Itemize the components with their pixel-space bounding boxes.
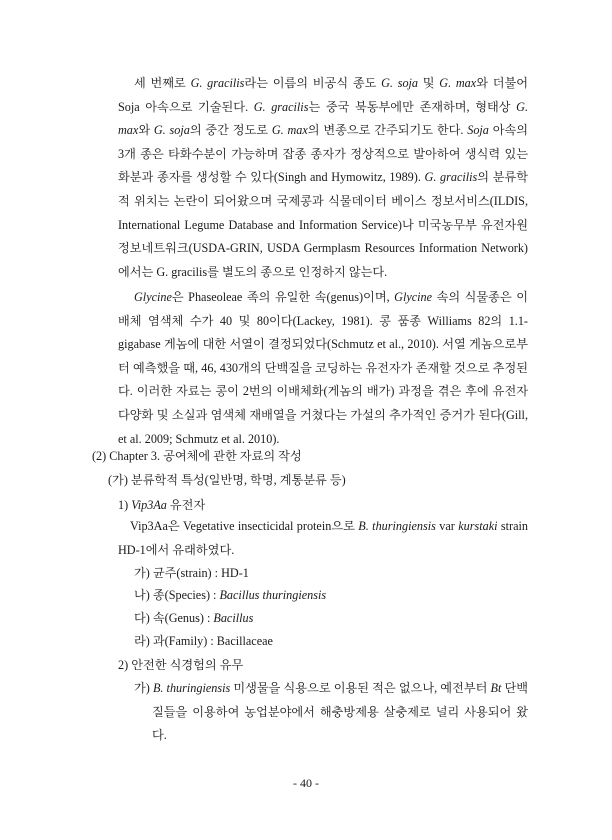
italic-term: G. soja [381, 76, 419, 90]
text-run: 의 분류학적 위치는 논란이 되어왔으며 국제콩과 식물데이터 베이스 정보서비스(ILDIS, International Legume Database and Information Service)나 미국농무부 유전자원정보네트워크(USDA-GRIN, USDA Germplasm Resources Information Network)에서는 G. gracilis를 별도의 종으로 인정하지 않는다. [118, 170, 529, 279]
body-paragraph [118, 515, 528, 562]
food-history-paragraph [118, 677, 528, 748]
text-run: 단백질들을 이용하여 농업분야에서 해충방제용 살충제로 널리 사용되어 왔다. [152, 681, 528, 743]
text-run: 의 변종으로 간주되기도 한다. [307, 123, 468, 138]
text-run: 는 중국 북동부에만 존재하며, 형태상 [308, 99, 517, 114]
text-run: 속의 식물종은 이배체 염색체 수가 40 및 80이다(Lackey, 1981). 콩 품종 Williams 82의 1.1-gigabase 게놈에 대한 서열이 결정되었다(Schmutz et al., 2010). 서열 게놈으로부터 예측했을 때, 46, 430개의 단백질을 코딩하는 유전자가 존재할 것으로 추정된다. 이러한 자료는 콩이 2번의 이배체화(게놈의 배가) 과정을 겪은 후에 유전자 다양화 및 소실과 염색체 재배열을 거쳤다는 가설의 추가적인 증거가 된다(Gill, et al. 2009; Schmutz et al. 2010). [118, 290, 528, 446]
section-heading-taxonomy: (가) 분류학적 특성(일반명, 학명, 계통분류 등) [108, 473, 346, 487]
italic-term: B. thuringiensis [152, 681, 231, 695]
heading-prefix: 1) [118, 498, 132, 512]
italic-term: Glycine [394, 290, 433, 304]
text-run: var [435, 519, 459, 533]
gene-name: Vip3Aa [131, 498, 167, 512]
italic-term: G. gracilis [253, 99, 309, 114]
subsection-heading-food-history: 2) 안전한 식경험의 유무 [118, 658, 244, 672]
taxonomy-species: 나) 종(Species) : Bacillus thuringiensis [134, 588, 327, 602]
taxonomy-genus: 다) 속(Genus) : Bacillus [134, 611, 254, 625]
text-run: 아속의 3개 종은 타화수분이 가능하며 잡종 종자가 정상적으로 발아하여 생식력 있는 화분과 종자를 생성할 수 있다(Singh and Hymowitz, 1989). [118, 123, 529, 185]
italic-term: B. thuringiensis [358, 519, 436, 533]
body-paragraph [118, 286, 528, 451]
page-number: - 40 - [293, 776, 319, 790]
italic-term: G. gracilis [424, 170, 478, 185]
text-run: 은 Phaseoleae 족의 유일한 속(genus)이며, [171, 290, 395, 304]
taxonomy-family: 라) 과(Family) : Bacillaceae [134, 634, 273, 648]
italic-term: G. max [439, 76, 477, 90]
paragraph-vip3aa [118, 515, 528, 562]
text-run: Vip3Aa은 Vegetative insecticidal protein으로 [130, 519, 359, 533]
text-run: 의 중간 정도로 [189, 123, 272, 138]
italic-term: G. max [118, 99, 528, 138]
italic-term: Bt [490, 681, 502, 695]
italic-term: G. gracilis [190, 76, 245, 90]
text-run: strain HD-1에서 유래하였다. [118, 519, 528, 557]
italic-term: G. soja [153, 123, 190, 138]
heading-suffix: 유전자 [166, 498, 206, 512]
chapter-heading: (2) Chapter 3. 공여체에 관한 자료의 작성 [92, 449, 302, 463]
text-run: 와 더불어 Soja 아속으로 기술된다. [118, 76, 529, 114]
italic-term: Glycine [134, 290, 172, 304]
italic-term: kurstaki [458, 519, 498, 533]
text-run: 와 [138, 123, 154, 138]
taxonomy-strain: 가) 균주(strain) : HD-1 [134, 566, 249, 580]
paragraph-gracilis [118, 72, 528, 284]
text-run: 미생물을 식용으로 이용된 적은 없으나, 예전부터 [230, 681, 491, 695]
text-run: 라는 이름의 비공식 종도 [244, 76, 382, 90]
subsection-heading-vip3aa [118, 495, 205, 515]
paragraph-glycine [118, 286, 528, 451]
italic-term: Soja [467, 123, 489, 138]
text-run: 및 [418, 76, 440, 90]
body-paragraph [118, 72, 528, 284]
text-run: 가) [134, 681, 153, 695]
italic-term: G. max [271, 123, 308, 138]
text-run: 세 번째로 [134, 76, 191, 90]
